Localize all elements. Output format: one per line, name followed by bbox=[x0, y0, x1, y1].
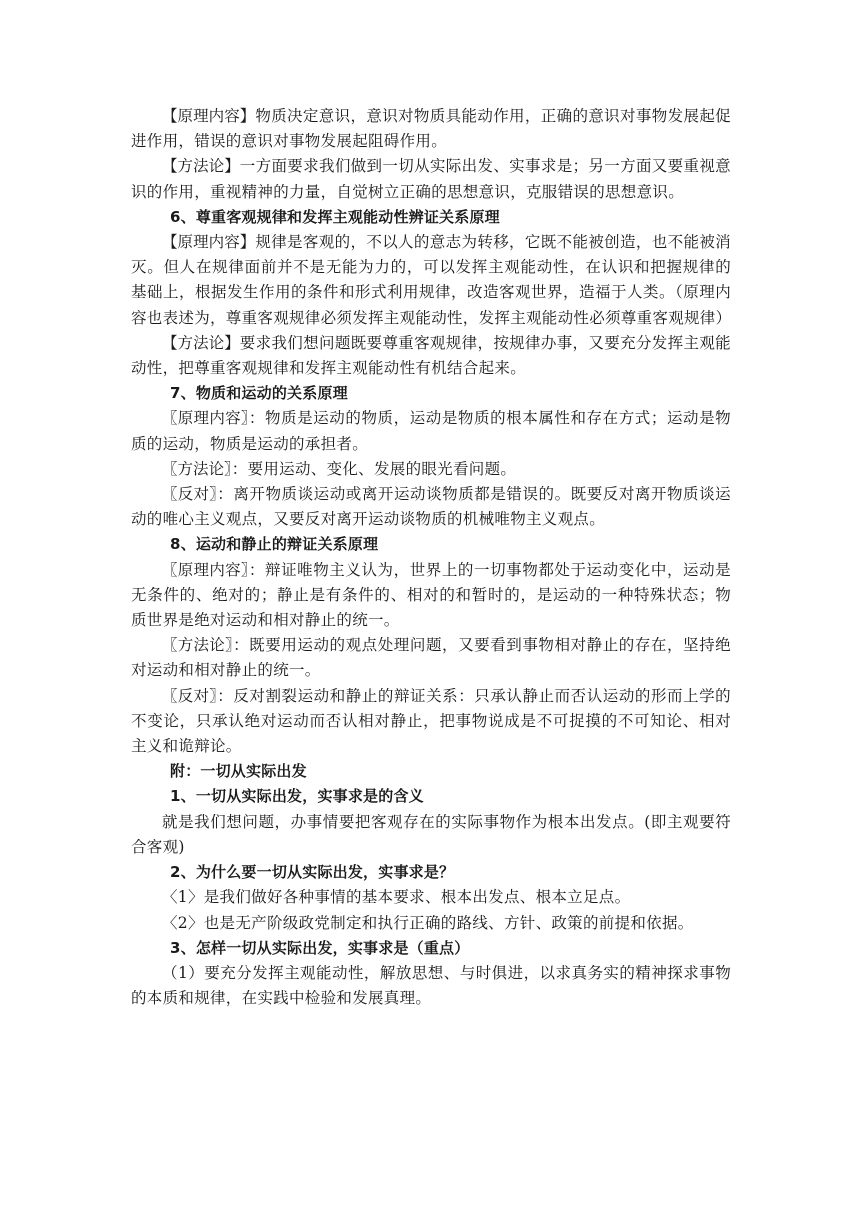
body-paragraph bbox=[131, 104, 731, 154]
body-paragraph bbox=[131, 406, 731, 456]
body-paragraph bbox=[131, 633, 731, 683]
section-heading: 6、尊重客观规律和发挥主观能动性辨证关系原理 bbox=[170, 207, 500, 226]
paragraph-tag: 〖方法论〗 bbox=[162, 636, 234, 655]
paragraph-text: 〈2〉也是无产阶级政党制定和执行正确的路线、方针、政策的前提和依据。 bbox=[162, 913, 694, 932]
body-paragraph bbox=[131, 961, 731, 1011]
body-paragraph bbox=[131, 558, 731, 634]
paragraph-tag: 〖方法论〗 bbox=[162, 459, 232, 478]
paragraph-tag: 〖原理内容〗 bbox=[162, 409, 249, 428]
paragraph-tag: 【原理内容】 bbox=[162, 107, 256, 125]
paragraph-text: 规律是客观的，不以人的意志为转移，它既不能被创造，也不能被消灭。但人在规律面前并不是无能为力的，可以发挥主观能动性，在认识和把握规律的基础上，根据发生作用的条件和形式利用规律，改造客观世界，造福于人类。（原理内容也表述为，尊重客观规律必须发挥主观能动性，发挥主观能动性必须尊重客观规律） bbox=[131, 233, 732, 327]
paragraph-text: ：既要用运动的观点处理问题，又要看到事物相对静止的存在，坚持绝对运动和相对静止的统一。 bbox=[131, 636, 731, 680]
paragraph-text: 一方面要求我们做到一切从实际出发、实事求是；另一方面又要重视意识的作用，重视精神的力量，自觉树立正确的思想意识，克服错误的思想意识。 bbox=[131, 157, 731, 201]
paragraph-tag: 〖原理内容〗 bbox=[162, 560, 249, 579]
body-paragraph bbox=[131, 482, 731, 532]
paragraph-tag: 【原理内容】 bbox=[162, 233, 256, 252]
body-paragraph bbox=[131, 810, 731, 860]
body-paragraph bbox=[131, 154, 731, 204]
paragraph-text: （1）要充分发挥主观能动性，解放思想、与时俱进，以求真务实的精神探求事物的本质和规律，在实践中检验和发展真理。 bbox=[131, 963, 731, 1008]
paragraph-tag: 〖反对〗 bbox=[162, 686, 218, 705]
section-heading: 1、一切从实际出发，实事求是的含义 bbox=[170, 787, 424, 806]
paragraph-text: ：物质是运动的物质，运动是物质的根本属性和存在方式；运动是物质的运动，物质是运动的承担者。 bbox=[131, 409, 731, 453]
paragraph-text: 物质决定意识，意识对物质具能动作用，正确的意识对事物发展起促进作用，错误的意识对事物发展起阻碍作用。 bbox=[131, 107, 731, 151]
section-heading: 7、物质和运动的关系原理 bbox=[170, 384, 348, 403]
section-heading: 8、运动和静止的辩证关系原理 bbox=[170, 535, 379, 554]
paragraph-text: ：反对割裂运动和静止的辩证关系：只承认静止而否认运动的形而上学的不变论，只承认绝对运动而否认相对静止，把事物说成是不可捉摸的不可知论、相对主义和诡辩论。 bbox=[131, 686, 731, 756]
document-page bbox=[131, 104, 731, 1011]
body-paragraph bbox=[131, 885, 731, 910]
paragraph-text: 〈1〉是我们做好各种事情的基本要求、根本出发点、根本立足点。 bbox=[162, 888, 631, 907]
paragraph-text: 要求我们想问题既要尊重客观规律，按规律办事，又要充分发挥主观能动性，把尊重客观规律和发挥主观能动性有机结合起来。 bbox=[131, 333, 731, 378]
paragraph-text: ：辩证唯物主义认为，世界上的一切事物都处于运动变化中，运动是无条件的、绝对的；静止是有条件的、相对的和暂时的，是运动的一种特殊状态；物质世界是绝对运动和相对静止的统一。 bbox=[131, 560, 731, 630]
paragraph-tag: 【方法论】 bbox=[162, 157, 240, 176]
paragraph-tag: 【方法论】 bbox=[162, 333, 240, 352]
body-paragraph bbox=[131, 911, 731, 936]
paragraph-text: ：离开物质谈运动或离开运动谈物质都是错误的。既要反对离开物质谈运动的唯心主义观点，又要反对离开运动谈物质的机械唯物主义观点。 bbox=[131, 485, 731, 529]
section-heading: 2、为什么要一切从实际出发，实事求是？ bbox=[170, 863, 455, 882]
paragraph-text: 就是我们想问题，办事情要把客观存在的实际事物作为根本出发点。(即主观要符合客观) bbox=[131, 812, 731, 856]
section-heading: 附：一切从实际出发 bbox=[170, 762, 307, 781]
paragraph-tag: 〖反对〗 bbox=[162, 485, 218, 504]
body-paragraph bbox=[131, 230, 731, 331]
paragraph-text: ：要用运动、变化、发展的眼光看问题。 bbox=[231, 459, 517, 478]
body-paragraph bbox=[131, 457, 731, 482]
body-paragraph bbox=[131, 684, 731, 760]
body-paragraph bbox=[131, 331, 731, 381]
section-heading: 3、怎样一切从实际出发，实事求是（重点） bbox=[170, 938, 470, 957]
